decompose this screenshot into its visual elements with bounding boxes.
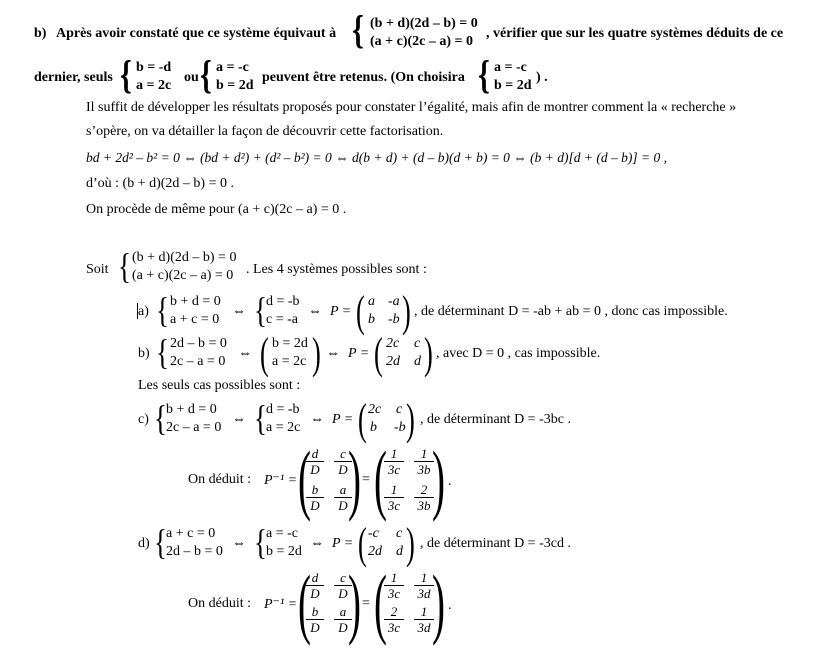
frac-12: $\frac{c}{D}$ xyxy=(334,446,352,477)
p-label: P = xyxy=(332,412,354,427)
para-line-3: bd + 2d² – b² = 0 ⇔ (bd + d²) + (d² – b²) = 0 ⇔ d(b + d) + (d – b)(d + b) = 0 ⇔ (b + d)[d + (d – b)] = 0 , xyxy=(86,150,668,165)
paren-right: ) xyxy=(348,435,361,522)
sys-bot: a + c = 0 xyxy=(170,312,220,327)
header-line2-mid: peuvent être retenus. (On choisira xyxy=(262,70,465,85)
sys-top: b + d = 0 xyxy=(170,294,221,309)
m12: c xyxy=(414,336,421,351)
header-intro: Après avoir constaté que ce système équivaut à xyxy=(56,26,337,41)
sys-top: 2d – b = 0 xyxy=(170,336,227,351)
s1-top: b = -d xyxy=(136,60,172,75)
brace: { xyxy=(352,7,364,52)
paren-right: ) xyxy=(432,435,445,522)
m22: d xyxy=(414,354,421,369)
pinv-label: P⁻¹ = xyxy=(264,597,298,612)
m11: 2c xyxy=(368,402,382,417)
deduit-label: On déduit : xyxy=(188,472,251,487)
frac-22: $\frac{a}{D}$ xyxy=(334,604,352,635)
paren-right: ) xyxy=(312,329,321,378)
m22: -b xyxy=(394,420,406,435)
brace: { xyxy=(478,52,490,97)
sys-bot: 2d – b = 0 xyxy=(166,544,223,559)
para-line-1: Il suffit de développer les résultats proposés pour constater l’égalité, mais afin de montrer comment la « recherche » xyxy=(86,100,737,115)
paren-left: ( xyxy=(356,287,365,336)
res-12: $\frac{1}{3d}$ xyxy=(414,570,434,601)
res-bot: a = 2c xyxy=(272,354,307,369)
header-line2-end: ) . xyxy=(536,70,548,85)
frac-12: $\frac{c}{D}$ xyxy=(334,570,352,601)
paren-left: ( xyxy=(358,395,367,444)
paren-right: ) xyxy=(406,519,415,568)
res-11: $\frac{1}{3c}$ xyxy=(384,446,404,477)
equiv-symbol: ⇔ xyxy=(310,536,324,551)
res-top: d = -b xyxy=(266,402,300,417)
frac-21: $\frac{b}{D}$ xyxy=(306,482,324,513)
brace: { xyxy=(120,52,132,97)
s3-bot: b = 2d xyxy=(494,78,532,93)
paren-left: ( xyxy=(358,519,367,568)
equals: = xyxy=(362,472,370,487)
res-top: b = 2d xyxy=(272,336,308,351)
m12: c xyxy=(396,526,403,541)
eq-sys-top: (b + d)(2d – b) = 0 xyxy=(370,16,478,31)
res-11: $\frac{1}{3c}$ xyxy=(384,570,404,601)
m12: -a xyxy=(388,294,400,309)
res-22: $\frac{1}{3d}$ xyxy=(414,604,434,635)
brace: { xyxy=(156,332,169,372)
soit-top: (b + d)(2d – b) = 0 xyxy=(132,250,237,265)
header-line2-start: dernier, seuls xyxy=(34,70,113,85)
p-label: P = xyxy=(332,536,354,551)
paren-right: ) xyxy=(348,559,361,646)
equiv-symbol: ⇔ xyxy=(232,412,246,427)
equiv-symbol: ⇔ xyxy=(232,536,246,551)
possible-heading: Les seuls cas possibles sont : xyxy=(138,378,301,393)
frac-11: $\frac{d}{D}$ xyxy=(306,570,324,601)
paren-left: ( xyxy=(374,559,387,646)
paren-right: ) xyxy=(406,395,415,444)
frac-22: $\frac{a}{D}$ xyxy=(334,482,352,513)
soit-tail: . Les 4 systèmes possibles sont : xyxy=(246,262,427,277)
deduit-label: On déduit : xyxy=(188,596,251,611)
m21: b xyxy=(370,420,377,435)
p-label: P = xyxy=(348,346,370,361)
brace: { xyxy=(254,522,267,562)
part-label: b) xyxy=(34,26,47,41)
res-bot: c = -a xyxy=(266,312,298,327)
case-label: b) xyxy=(138,346,150,361)
equiv-symbol: ⇔ xyxy=(308,304,322,319)
brace: { xyxy=(154,398,167,438)
s2-top: a = -c xyxy=(216,60,249,75)
sys-bot: 2c – a = 0 xyxy=(166,420,222,435)
equiv-symbol: ⇔ xyxy=(326,346,340,361)
s2-bot: b = 2d xyxy=(216,78,254,93)
m21: 2d xyxy=(386,354,400,369)
case-label: c) xyxy=(138,412,149,427)
equiv-symbol: ⇔ xyxy=(310,412,324,427)
paren-left: ( xyxy=(298,435,311,522)
m21: b xyxy=(368,312,375,327)
soit-bot: (a + c)(2c – a) = 0 xyxy=(132,268,234,283)
pinv-label: P⁻¹ = xyxy=(264,473,298,488)
end-dot: . xyxy=(448,598,452,613)
eq-sys-bot: (a + c)(2c – a) = 0 xyxy=(370,34,474,49)
res-top: a = -c xyxy=(266,526,298,541)
m11: a xyxy=(368,294,375,309)
brace: { xyxy=(254,290,267,330)
ou-word: ou xyxy=(184,70,199,85)
paren-right: ) xyxy=(432,559,445,646)
s3-top: a = -c xyxy=(494,60,527,75)
paren-left: ( xyxy=(298,559,311,646)
case-tail: , de déterminant D = -3bc . xyxy=(420,412,571,427)
res-bot: b = 2d xyxy=(266,544,302,559)
case-tail: , de déterminant D = -3cd . xyxy=(420,536,571,551)
end-dot: . xyxy=(448,474,452,489)
brace: { xyxy=(156,290,169,330)
brace: { xyxy=(118,246,131,286)
para-line-4: d’où : (b + d)(2d – b) = 0 . xyxy=(86,176,234,191)
soit-label: Soit xyxy=(86,262,109,277)
m12: c xyxy=(396,402,403,417)
equiv-symbol: ⇔ xyxy=(238,346,252,361)
brace: { xyxy=(200,52,212,97)
paren-left: ( xyxy=(374,435,387,522)
m22: d xyxy=(396,544,403,559)
sys-top: b + d = 0 xyxy=(166,402,217,417)
sys-bot: 2c – a = 0 xyxy=(170,354,226,369)
brace: { xyxy=(254,398,267,438)
para-line-2: s’opère, on va détailler la façon de découvrir cette factorisation. xyxy=(86,124,444,139)
paren-left: ( xyxy=(374,329,383,378)
header-end: , vérifier que sur les quatre systèmes déduits de ce xyxy=(486,26,784,41)
m11: 2c xyxy=(386,336,400,351)
para-line-5: On procède de même pour (a + c)(2c – a) = 0 . xyxy=(86,202,347,217)
m22: -b xyxy=(388,312,400,327)
res-22: $\frac{2}{3b}$ xyxy=(414,482,434,513)
p-label: P = xyxy=(330,304,352,319)
equals: = xyxy=(362,596,370,611)
paren-right: ) xyxy=(402,287,411,336)
case-label: a) xyxy=(138,304,149,319)
case-label: d) xyxy=(138,536,150,551)
sys-top: a + c = 0 xyxy=(166,526,216,541)
res-21: $\frac{2}{3c}$ xyxy=(384,604,404,635)
m11: -c xyxy=(368,526,379,541)
case-tail: , de déterminant D = -ab + ab = 0 , donc cas impossible. xyxy=(414,304,728,319)
m21: 2d xyxy=(368,544,382,559)
paren-left: ( xyxy=(260,329,269,378)
res-top: d = -b xyxy=(266,294,300,309)
res-bot: a = 2c xyxy=(266,420,301,435)
brace: { xyxy=(154,522,167,562)
res-12: $\frac{1}{3b}$ xyxy=(414,446,434,477)
paren-right: ) xyxy=(424,329,433,378)
s1-bot: a = 2c xyxy=(136,78,172,93)
frac-11: $\frac{d}{D}$ xyxy=(306,446,324,477)
res-21: $\frac{1}{3c}$ xyxy=(384,482,404,513)
case-tail: , avec D = 0 , cas impossible. xyxy=(436,346,601,361)
equiv-symbol: ⇔ xyxy=(232,304,246,319)
frac-21: $\frac{b}{D}$ xyxy=(306,604,324,635)
